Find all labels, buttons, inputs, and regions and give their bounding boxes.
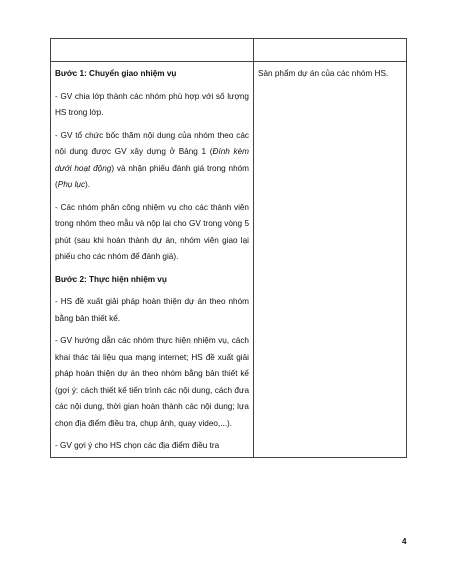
step2-paragraph-1: - HS đề xuất giải pháp hoàn thiện dự án theo nhóm bằng bản thiết kế. [55, 297, 249, 323]
product-text: Sản phẩm dự án của các nhóm HS. [258, 69, 389, 78]
step1-p2-text-a: - GV tổ chức bốc thăm nội dung của nhóm theo các nội dung được GV xây dựng ở Bảng 1 ( [55, 130, 249, 156]
step1-paragraph-3: - Các nhóm phân công nhiệm vụ cho các thành viên trong nhóm theo mẫu và nộp lại cho GV trong vòng 5 phút (sau khi hoàn thành dự án, nhóm viên giao lại phiếu cho các nhóm để đánh giá). [55, 202, 249, 261]
step1-p2-text-c: ). [85, 180, 91, 189]
teacher-activity-cell [51, 62, 254, 458]
step1-p2-text-b: ) và nhận phiếu đánh giá trong nhóm ( [55, 163, 249, 189]
table-row [51, 62, 407, 458]
table-cell-empty-right [254, 39, 407, 62]
step2-paragraph-2: - GV hướng dẫn các nhóm thực hiện nhiệm vụ, cách khai thác tài liệu qua mạng internet; HS đề xuất giải pháp hoàn thiện dự án theo nhóm bằng bản thiết kế (gợi ý: cách thiết kế tiến trình các nội dung, cách đưa các nội dung, thời gian hoàn thành các nội dung; lựa chọn địa điểm điều tra, chụp ảnh, quay video,...). [55, 336, 249, 428]
table-cell-empty-left [51, 39, 254, 62]
step1-p2-italic-2: Phụ lục [57, 180, 86, 189]
step1-paragraph-1: - GV chia lớp thành các nhóm phù hợp với số lượng HS trong lớp. [55, 91, 249, 117]
table-row [51, 39, 407, 62]
step1-p2-italic-1: Đính kèm dưới hoạt động [55, 147, 250, 173]
step1-paragraph-2 [55, 128, 249, 194]
page-number: 4 [402, 537, 407, 546]
step2-paragraph-3: - GV gợi ý cho HS chọn các địa điểm điều tra [55, 441, 220, 450]
product-cell [254, 62, 407, 458]
step1-heading: Bước 1: Chuyển giao nhiệm vụ [55, 69, 177, 78]
step2-heading: Bước 2: Thực hiện nhiệm vụ [55, 274, 167, 284]
activity-table [50, 38, 407, 458]
